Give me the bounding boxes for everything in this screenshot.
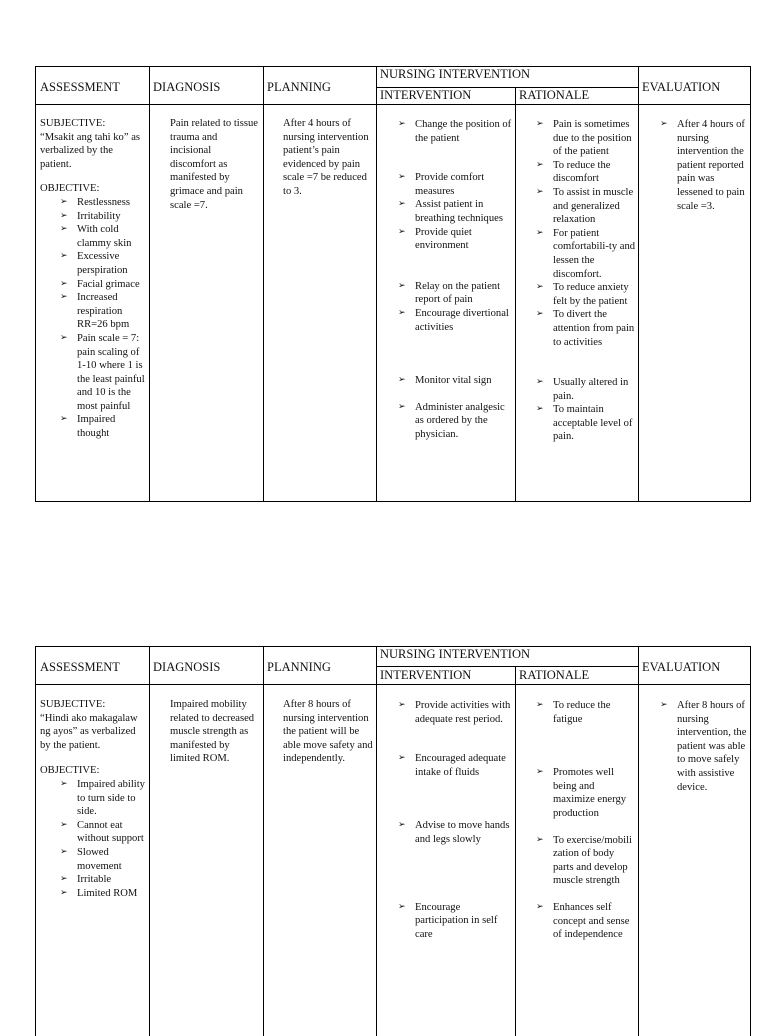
evaluation-cell (660, 699, 748, 794)
intervention-item: ➢ Administer analgesic as ordered by the physician. (398, 401, 512, 442)
objective-label: OBJECTIVE: (40, 183, 100, 195)
rationale-item: ➢ To exercise/mobili zation of body parts and develop muscle strength (536, 834, 636, 888)
evaluation-item: ➢ After 4 hours of nursing intervention the patient reported pain was lessened to pain scale =3. (660, 118, 748, 213)
diagnosis-cell: Impaired mobility related to decreased muscle strength as manifested by limited ROM. (170, 699, 255, 765)
rationale-list (536, 118, 636, 444)
intervention-item: ➢ Relay on the patient report of pain (398, 280, 512, 307)
header-evaluation: EVALUATION (642, 80, 721, 94)
diagnosis-cell: Pain related to tissue trauma and incisional discomfort as manifested by grimace and pain scale =7. (170, 118, 258, 211)
intervention-item: ➢ Encourage participation in self care (398, 901, 512, 942)
rationale-item: ➢ To reduce the fatigue (536, 699, 636, 726)
objective-item: ➢ Impaired thought (60, 413, 146, 440)
planning-cell: After 4 hours of nursing intervention patient’s pain evidenced by pain scale =7 be reduced to 3. (283, 118, 369, 197)
rationale-item: ➢ To divert the attention from pain to activities (536, 308, 636, 349)
objective-item: ➢ Cannot eat without support (60, 819, 146, 846)
objective-list (60, 778, 146, 900)
header-assessment: ASSESSMENT (40, 660, 120, 674)
column-divider (638, 647, 639, 1036)
objective-item: ➢ Excessive perspiration (60, 250, 146, 277)
rationale-item: ➢ Enhances self concept and sense of independence (536, 901, 636, 942)
intervention-cell (398, 699, 512, 941)
rationale-item: ➢ To reduce anxiety felt by the patient (536, 281, 636, 308)
objective-item: ➢ Facial grimace (60, 278, 146, 292)
rationale-list (536, 699, 636, 942)
column-divider (376, 647, 377, 1036)
evaluation-item: ➢ After 8 hours of nursing intervention, the patient was able to move safely with assistive device. (660, 699, 748, 794)
rationale-item: ➢ Pain is sometimes due to the position of the patient (536, 118, 636, 159)
rationale-cell (536, 699, 636, 942)
intervention-item: ➢ Provide activities with adequate rest period. (398, 699, 512, 726)
header-planning: PLANNING (267, 660, 331, 674)
evaluation-list (660, 118, 748, 213)
assessment-cell (40, 117, 146, 441)
care-plan-table-pain (35, 66, 751, 502)
column-divider (515, 88, 516, 501)
objective-item: ➢ Slowed movement (60, 846, 146, 873)
header-divider (376, 666, 638, 667)
header-diagnosis: DIAGNOSIS (153, 80, 221, 94)
rationale-item: ➢ For patient comfortabili-ty and lessen the discomfort. (536, 227, 636, 281)
objective-item: ➢ Irritability (60, 210, 146, 224)
column-divider (263, 67, 264, 501)
objective-item: ➢ Irritable (60, 873, 146, 887)
rationale-item: ➢ Promotes well being and maximize energy production (536, 766, 636, 820)
evaluation-cell (660, 118, 748, 213)
objective-item: ➢ Limited ROM (60, 887, 146, 901)
rationale-item: ➢ To maintain acceptable level of pain. (536, 403, 636, 444)
column-divider (638, 67, 639, 501)
rationale-item: ➢ To assist in muscle and generalized relaxation (536, 186, 636, 227)
planning-cell: After 8 hours of nursing intervention the patient will be able move safety and independently. (283, 699, 373, 765)
intervention-cell (398, 118, 512, 442)
subjective-text: “Hindi ako makagalaw ng ayos” as verbalized by the patient. (40, 712, 138, 751)
header-divider (36, 104, 750, 105)
intervention-list (398, 118, 512, 442)
intervention-item: ➢ Change the position of the patient (398, 118, 512, 145)
objective-item: ➢ Pain scale = 7: pain scaling of 1-10 where 1 is the least painful and 10 is the most painful (60, 332, 146, 414)
subjective-text: “Msakit ang tahi ko” as verbalized by the patient. (40, 131, 141, 170)
intervention-item: ➢ Provide comfort measures (398, 171, 512, 198)
objective-item: ➢ Increased respiration RR=26 bpm (60, 291, 146, 332)
column-divider (515, 667, 516, 1036)
assessment-cell (40, 698, 146, 900)
intervention-item: ➢ Provide quiet environment (398, 226, 512, 253)
objective-label: OBJECTIVE: (40, 765, 100, 777)
header-intervention: INTERVENTION (380, 668, 472, 682)
column-divider (149, 647, 150, 1036)
subjective-label: SUBJECTIVE: (40, 118, 106, 129)
rationale-item: ➢ To reduce the discomfort (536, 159, 636, 186)
objective-item: ➢ Impaired ability to turn side to side. (60, 778, 146, 819)
rationale-cell (536, 118, 636, 444)
column-divider (376, 67, 377, 501)
header-divider (36, 684, 750, 685)
header-rationale: RATIONALE (519, 668, 590, 682)
header-diagnosis: DIAGNOSIS (153, 660, 221, 674)
header-evaluation: EVALUATION (642, 660, 721, 674)
intervention-list (398, 699, 512, 941)
header-rationale: RATIONALE (519, 88, 590, 102)
objective-item: ➢ With cold clammy skin (60, 223, 146, 250)
header-intervention: INTERVENTION (380, 88, 472, 102)
intervention-item: ➢ Monitor vital sign (398, 374, 512, 388)
intervention-item: ➢ Advise to move hands and legs slowly (398, 819, 512, 846)
header-planning: PLANNING (267, 80, 331, 94)
care-plan-table-mobility (35, 646, 751, 1036)
header-nursing-intervention: NURSING INTERVENTION (380, 647, 531, 661)
column-divider (149, 67, 150, 501)
intervention-item: ➢ Encouraged adequate intake of fluids (398, 752, 512, 779)
subjective-label: SUBJECTIVE: (40, 699, 106, 710)
evaluation-list (660, 699, 748, 794)
intervention-item: ➢ Assist patient in breathing techniques (398, 198, 512, 225)
objective-item: ➢ Restlessness (60, 196, 146, 210)
header-nursing-intervention: NURSING INTERVENTION (380, 67, 531, 81)
column-divider (263, 647, 264, 1036)
rationale-item: ➢ Usually altered in pain. (536, 376, 636, 403)
intervention-item: ➢ Encourage divertional activities (398, 307, 512, 334)
header-assessment: ASSESSMENT (40, 80, 120, 94)
objective-list (60, 196, 146, 441)
